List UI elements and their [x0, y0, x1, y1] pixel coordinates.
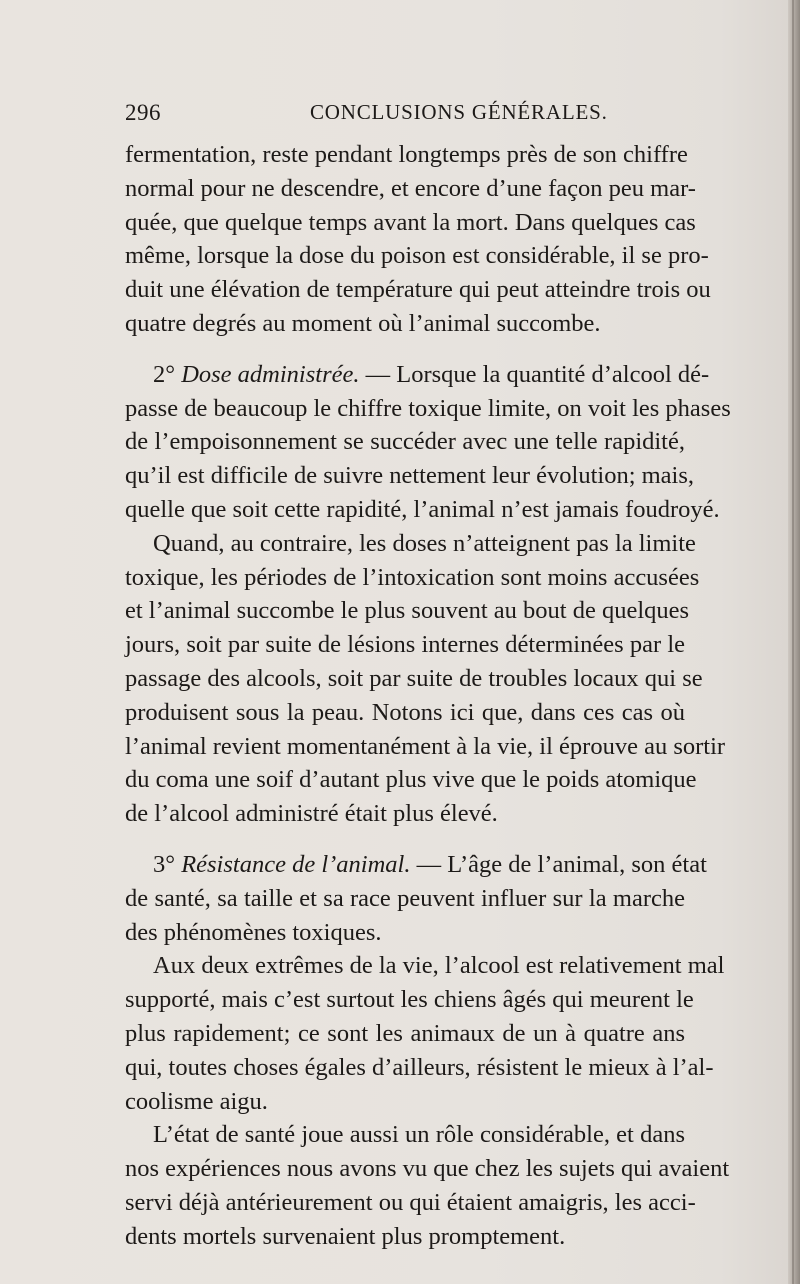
section-2-heading-line — [125, 358, 710, 392]
text-line: fermentation, reste pendant longtemps près de son chiffre — [125, 141, 688, 168]
paragraph-gap — [125, 341, 685, 358]
text-line: quée, que quelque temps avant la mort. Dans quelques cas — [125, 208, 696, 236]
text-line: quatre degrés au moment où l’animal succombe. — [125, 309, 601, 337]
text-line: duit une élévation de température qui peut atteindre trois ou — [125, 276, 711, 304]
text-line: passe de beaucoup le chiffre toxique limite, on voit les phases — [125, 394, 731, 422]
text-line: qui, toutes choses égales d’ailleurs, résistent le mieux à l’al- — [125, 1053, 714, 1081]
section-3-title: Résistance de l’animal. — [181, 850, 411, 878]
text-line: dents mortels survenaient plus promptement. — [125, 1222, 566, 1250]
text-line: même, lorsque la dose du poison est considérable, il se pro- — [125, 242, 709, 270]
text-line: supporté, mais c’est surtout les chiens âgés qui meurent le — [125, 986, 694, 1014]
text-line: des phénomènes toxiques. — [125, 918, 382, 946]
body-text — [125, 138, 731, 1254]
text-line: coolisme aigu. — [125, 1087, 268, 1115]
text-line: de l’alcool administré était plus élevé. — [125, 800, 498, 828]
text-line: quelle que soit cette rapidité, l’animal n’est jamais foudroyé. — [125, 495, 720, 523]
text-line: produisent sous la peau. Notons ici que, dans ces cas où — [125, 698, 685, 726]
text-line: du coma une soif d’autant plus vive que le poids atomique — [125, 766, 697, 794]
running-head: CONCLUSIONS GÉNÉRALES. — [310, 100, 608, 124]
text-line: toxique, les périodes de l’intoxication sont moins accusées — [125, 563, 700, 591]
text-line: normal pour ne descendre, et encore d’une façon peu mar- — [125, 174, 696, 202]
section-2-number: 2° — [153, 360, 176, 388]
text-line: passage des alcools, soit par suite de troubles locaux qui se — [125, 664, 703, 692]
page-edge — [788, 0, 800, 1284]
section-3-number: 3° — [153, 850, 176, 878]
section-2-first-line: — Lorsque la quantité d’alcool dé- — [365, 360, 710, 388]
section-3-first-line: — L’âge de l’animal, son état — [416, 850, 707, 878]
text-line: servi déjà antérieurement ou qui étaient amaigris, les acci- — [125, 1188, 696, 1216]
text-line: jours, soit par suite de lésions internes déterminées par le — [125, 631, 685, 659]
section-3-heading-line — [125, 848, 707, 882]
text-line: l’animal revient momentanément à la vie, il éprouve au sortir — [125, 732, 726, 760]
page-number: 296 — [125, 100, 161, 125]
binding-line — [792, 0, 794, 1284]
text-line: Aux deux extrêmes de la vie, l’alcool est relativement mal — [153, 952, 725, 980]
text-line: et l’animal succombe le plus souvent au bout de quelques — [125, 597, 690, 625]
text-line: nos expériences nous avons vu que chez les sujets qui avaient — [125, 1155, 730, 1183]
text-line: plus rapidement; ce sont les animaux de un à quatre ans — [125, 1019, 685, 1047]
text-line: L’état de santé joue aussi un rôle considérable, et dans — [153, 1121, 685, 1149]
text-line: de santé, sa taille et sa race peuvent influer sur la marche — [125, 884, 685, 912]
section-2-title: Dose administrée. — [181, 360, 360, 388]
text-line: Quand, au contraire, les doses n’atteignent pas la limite — [153, 529, 696, 557]
page-header — [125, 100, 685, 134]
text-line: de l’empoisonnement se succéder avec une telle rapidité, — [125, 428, 685, 456]
paragraph-gap — [125, 831, 685, 848]
text-line: qu’il est difficile de suivre nettement leur évolution; mais, — [125, 462, 695, 490]
